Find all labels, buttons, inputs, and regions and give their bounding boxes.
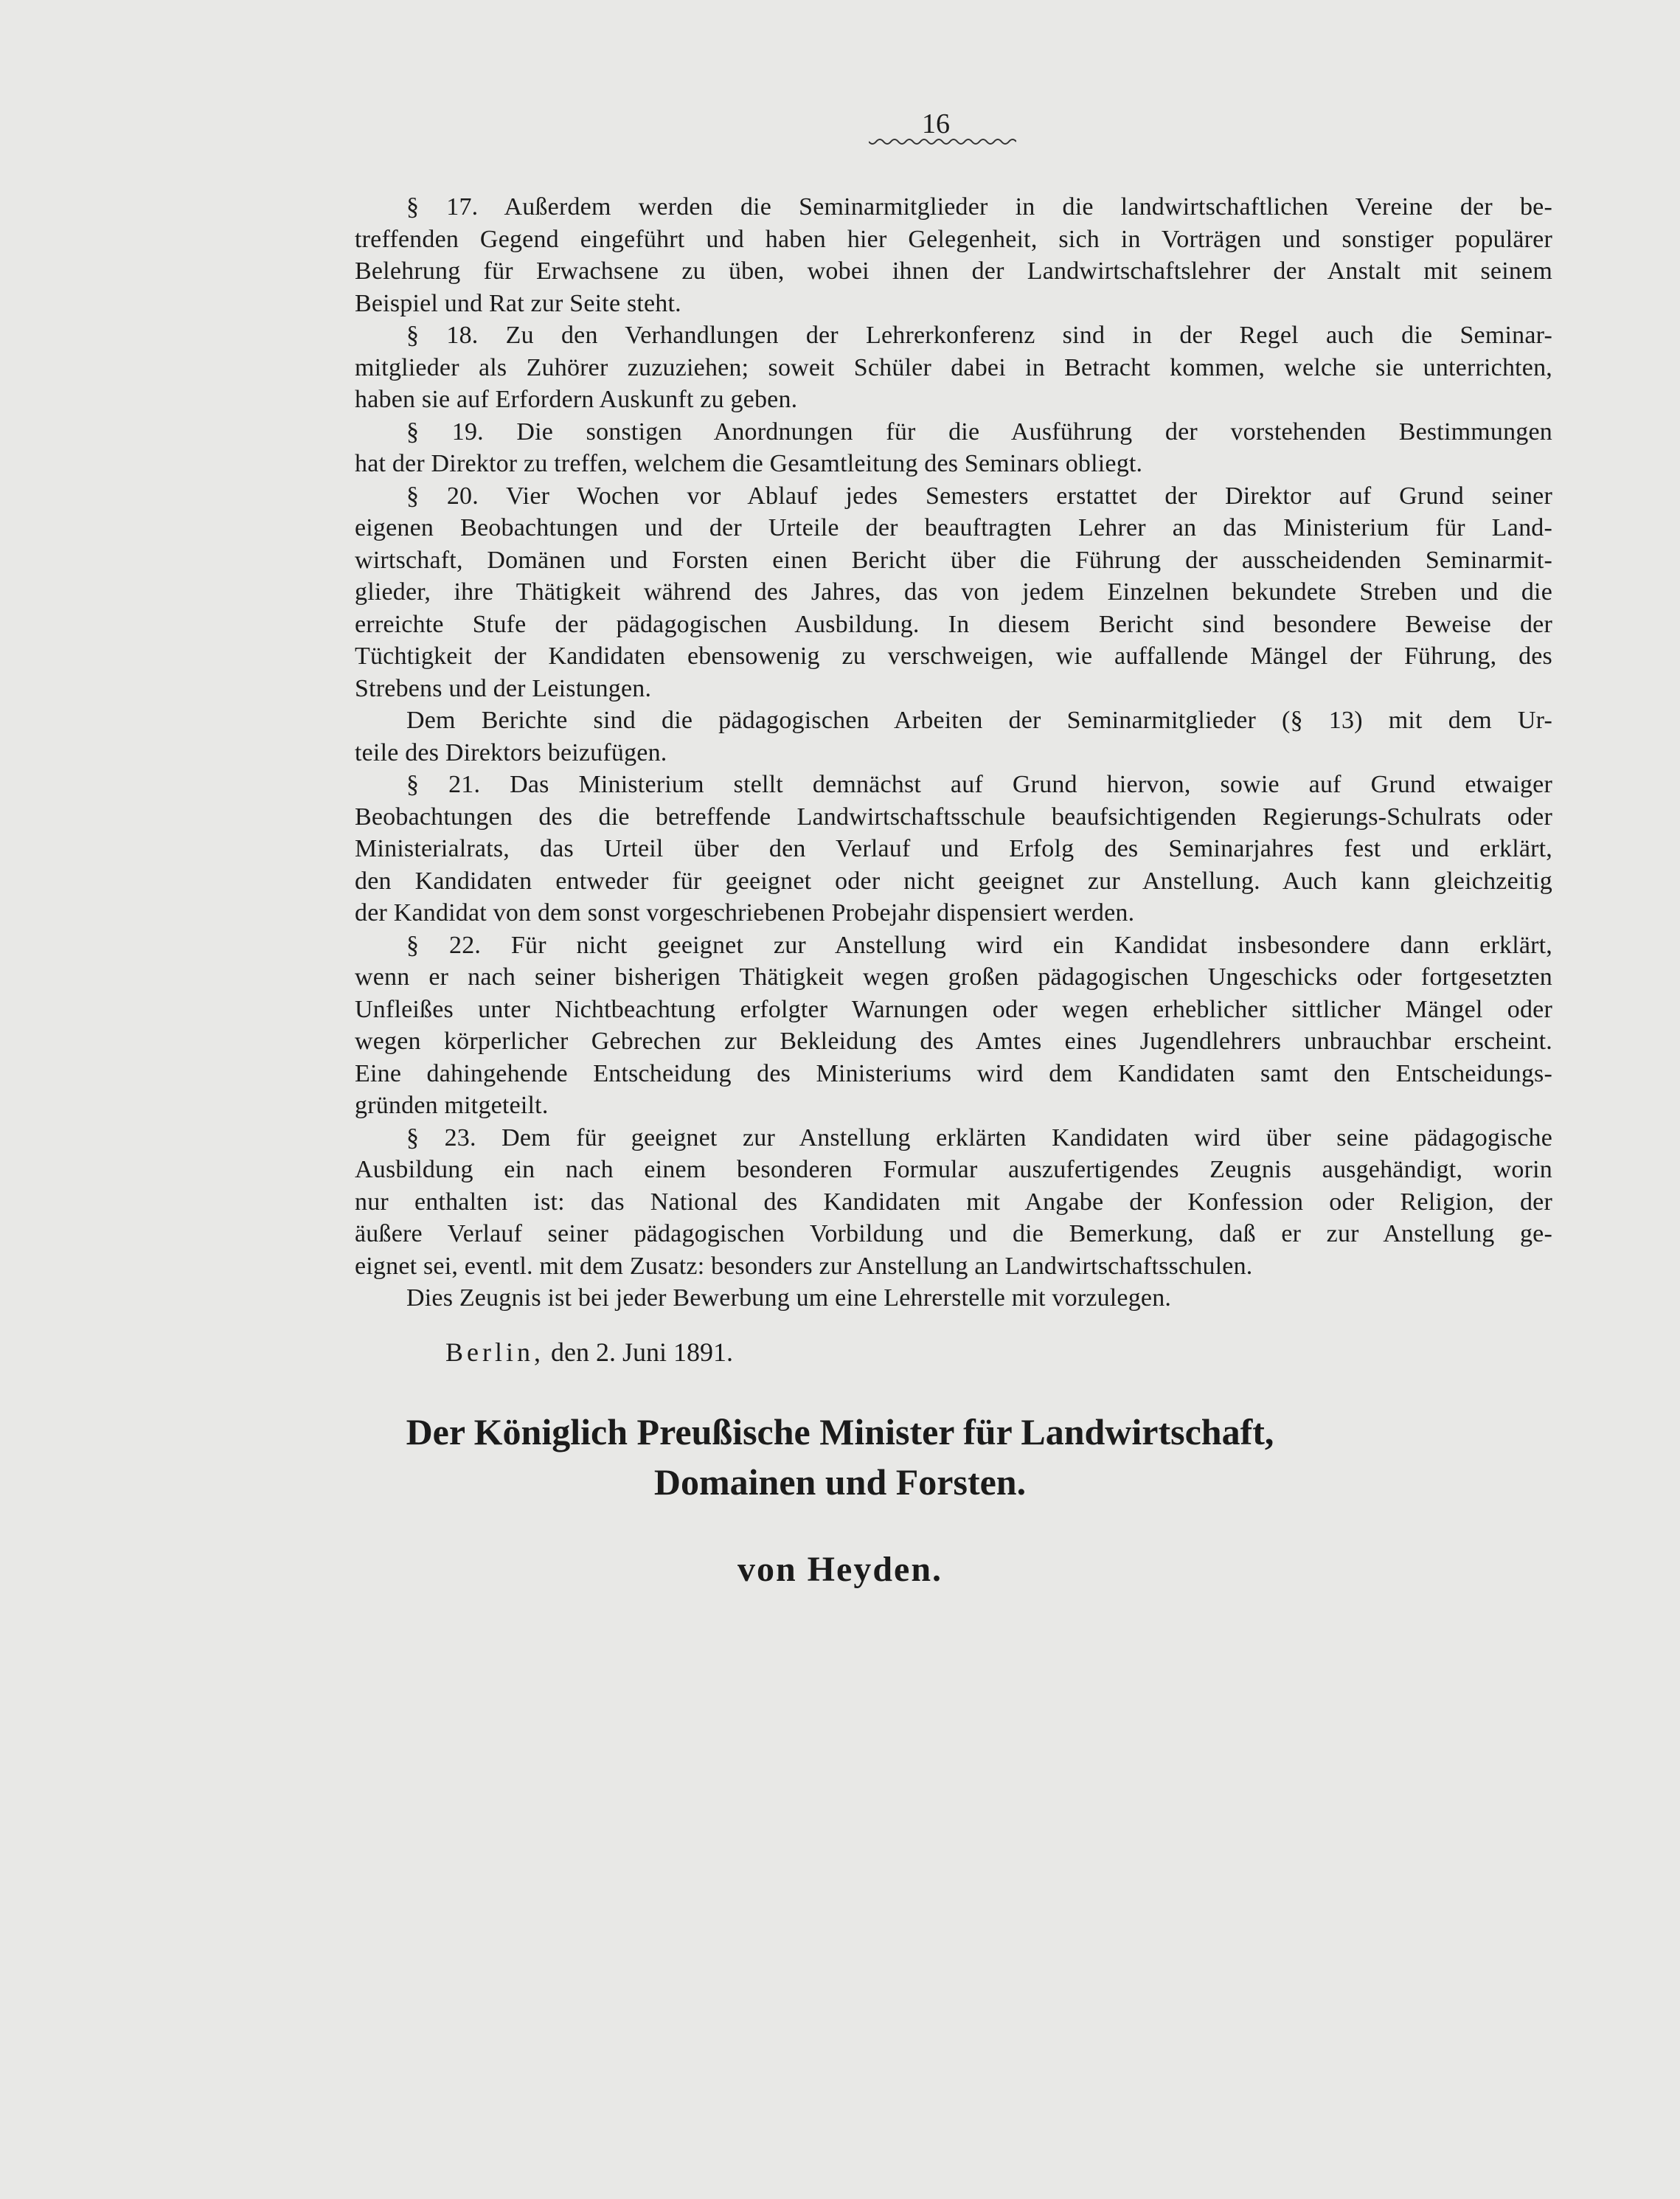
text-line: Tüchtigkeit der Kandidaten ebensowenig zu verschweigen, wie auffallende Mängel der Führung, des	[355, 643, 1552, 670]
text-line: Dies Zeugnis ist bei jeder Bewerbung um eine Lehrerstelle mit vorzulegen.	[406, 1284, 1172, 1312]
wavy-rule-divider	[869, 139, 1016, 148]
text-line: erreichte Stufe der pädagogischen Ausbildung. In diesem Bericht sind besondere Beweise der	[355, 610, 1552, 638]
place: Berlin,	[445, 1337, 544, 1367]
paragraph-18	[355, 319, 1552, 416]
text-line: wenn er nach seiner bisherigen Thätigkeit wegen großen pädagogischen Ungeschicks oder fortgesetzten	[355, 963, 1552, 991]
text-line: eigenen Beobachtungen und der Urteile der beauftragten Lehrer an das Ministerium für Land-	[355, 514, 1552, 541]
text-line: wirtschaft, Domänen und Forsten einen Bericht über die Führung der ausscheidenden Seminarmit-	[355, 546, 1552, 574]
paragraph-20-addendum	[355, 704, 1552, 769]
text-line: § 23. Dem für geeignet zur Anstellung erklärten Kandidaten wird über seine pädagogische	[406, 1123, 1552, 1152]
paragraph-22	[355, 929, 1552, 1122]
text-line: Eine dahingehende Entscheidung des Ministeriums wird dem Kandidaten samt den Entscheidungs-	[355, 1059, 1552, 1087]
text-line: gründen mitgeteilt.	[355, 1092, 549, 1119]
paragraph-23-addendum	[355, 1282, 1552, 1315]
text-line: Beispiel und Rat zur Seite steht.	[355, 289, 681, 317]
text-line: Strebens und der Leistungen.	[355, 674, 652, 702]
text-line: wegen körperlicher Gebrechen zur Bekleidung des Amtes eines Jugendlehrers unbrauchbar erscheint.	[355, 1028, 1552, 1055]
text-line: Belehrung für Erwachsene zu üben, wobei ihnen der Landwirtschaftslehrer der Anstalt mit seinem	[355, 257, 1552, 285]
text-line: § 21. Das Ministerium stellt demnächst auf Grund hiervon, sowie auf Grund etwaiger	[406, 771, 1552, 798]
text-line: § 22. Für nicht geeignet zur Anstellung wird ein Kandidat insbesondere dann erklärt,	[406, 931, 1552, 959]
text-line: § 19. Die sonstigen Anordnungen für die Ausführung der vorstehenden Bestimmungen	[406, 418, 1552, 446]
signature: von Heyden.	[737, 1550, 943, 1589]
text-line: § 18. Zu den Verhandlungen der Lehrerkonferenz sind in der Regel auch die Seminar-	[406, 322, 1552, 349]
text-line: mitglieder als Zuhörer zuzuziehen; soweit Schüler dabei in Betracht kommen, welche sie unterrichten,	[355, 353, 1552, 381]
text-line: haben sie auf Erfordern Auskunft zu geben.	[355, 386, 798, 413]
text-line: Beobachtungen des die betreffende Landwirtschaftsschule beaufsichtigenden Regierungs-Schulrats oder	[355, 803, 1552, 831]
minister-title-line-2: Domainen und Forsten.	[653, 1461, 1027, 1503]
place-and-date	[445, 1337, 733, 1368]
paragraph-19	[355, 416, 1552, 480]
text-line: § 17. Außerdem werden die Seminarmitglieder in die landwirtschaftlichen Vereine der be-	[406, 193, 1552, 221]
text-line: nur enthalten ist: das National des Kandidaten mit Angabe der Konfession oder Religion, der	[355, 1188, 1552, 1216]
paragraph-20	[355, 480, 1552, 705]
text-line: treffenden Gegend eingeführt und haben hier Gelegenheit, sich in Vorträgen und sonstiger populärer	[355, 225, 1552, 253]
text-line: eignet sei, eventl. mit dem Zusatz: besonders zur Anstellung an Landwirtschaftsschulen.	[355, 1252, 1253, 1280]
text-line: teile des Direktors beizufügen.	[355, 738, 667, 766]
page-number: 16	[922, 108, 950, 139]
text-line: Unfleißes unter Nichtbeachtung erfolgter Warnungen oder wegen erheblicher sittlicher Mängel oder	[355, 995, 1552, 1023]
text-line: glieder, ihre Thätigkeit während des Jahres, das von jedem Einzelnen bekundete Streben und die	[355, 578, 1552, 606]
text-line: hat der Direktor zu treffen, welchem die Gesamtleitung des Seminars obliegt.	[355, 450, 1143, 477]
body-text	[355, 191, 1552, 1315]
paragraph-17	[355, 191, 1552, 319]
text-line: äußere Verlauf seiner pädagogischen Vorbildung und die Bemerkung, daß er zur Anstellung ge-	[355, 1220, 1552, 1247]
minister-title-line-1: Der Königlich Preußische Minister für Landwirtschaft,	[406, 1411, 1274, 1452]
text-line: den Kandidaten entweder für geeignet oder nicht geeignet zur Anstellung. Auch kann gleichzeitig	[355, 867, 1552, 895]
text-line: Ausbildung ein nach einem besonderen Formular auszufertigendes Zeugnis ausgehändigt, worin	[355, 1156, 1552, 1183]
text-line: Ministerialrats, das Urteil über den Verlauf und Erfolg des Seminarjahres fest und erklärt,	[355, 835, 1552, 862]
text-line: der Kandidat von dem sonst vorgeschriebenen Probejahr dispensiert werden.	[355, 899, 1135, 927]
paragraph-21	[355, 769, 1552, 929]
text-line: § 20. Vier Wochen vor Ablauf jedes Semesters erstattet der Direktor auf Grund seiner	[406, 482, 1552, 510]
date: den 2. Juni 1891.	[550, 1337, 733, 1367]
text-line: Dem Berichte sind die pädagogischen Arbeiten der Seminarmitglieder (§ 13) mit dem Ur-	[406, 707, 1552, 734]
paragraph-23	[355, 1122, 1552, 1283]
